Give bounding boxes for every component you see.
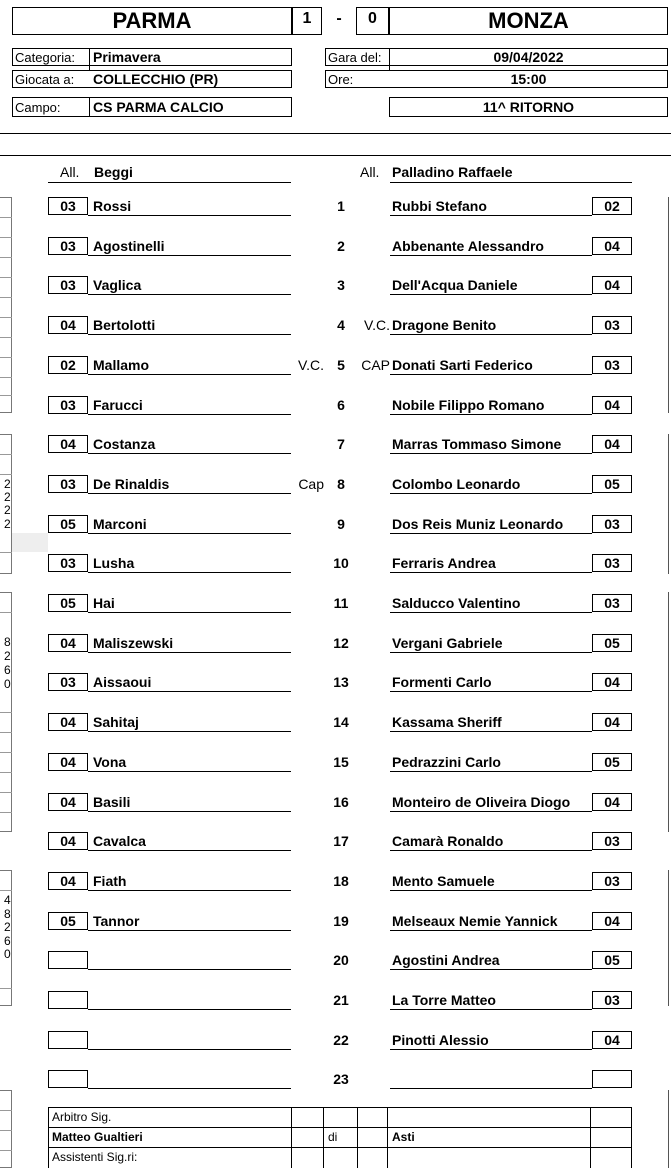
away-player-number: 05	[592, 753, 632, 771]
shirt-number: 19	[333, 913, 349, 929]
home-player-number: 04	[48, 713, 88, 731]
shirt-number: 13	[333, 674, 349, 690]
away-player-name: La Torre Matteo	[392, 992, 496, 1008]
shirt-number: 23	[333, 1071, 349, 1087]
home-coach-label: All.	[60, 164, 80, 180]
away-player-role: CAP	[361, 357, 390, 373]
side-number: 6	[4, 934, 11, 948]
ore-label: Ore:	[328, 72, 354, 87]
away-player-number: 04	[592, 396, 632, 414]
home-player-number: 05	[48, 594, 88, 612]
away-player-number: 04	[592, 912, 632, 930]
home-player-name: Bertolotti	[93, 317, 156, 333]
away-player-number: 05	[592, 951, 632, 969]
gara-value: 09/04/2022	[493, 49, 564, 65]
home-coach-name: Beggi	[94, 164, 133, 180]
home-player-number	[48, 1031, 88, 1049]
home-player-number: 05	[48, 515, 88, 533]
away-coach-label: All.	[360, 164, 380, 180]
shirt-number: 16	[333, 794, 349, 810]
home-player-name: Aissaoui	[93, 674, 152, 690]
away-player-number: 04	[592, 673, 632, 691]
home-player-number: 04	[48, 435, 88, 453]
away-player-name: Agostini Andrea	[392, 952, 500, 968]
categoria-value: Primavera	[93, 49, 161, 65]
home-player-number: 03	[48, 276, 88, 294]
side-number: 4	[4, 893, 11, 907]
side-number: 2	[4, 649, 11, 663]
campo-value: CS PARMA CALCIO	[93, 99, 224, 115]
away-player-number: 04	[592, 435, 632, 453]
away-player-number: 04	[592, 276, 632, 294]
giornata-value: 11^ RITORNO	[482, 99, 575, 115]
away-player-number: 05	[592, 634, 632, 652]
away-player-number: 03	[592, 515, 632, 533]
away-player-name: Donati Sarti Federico	[392, 357, 533, 373]
separator-line	[0, 133, 671, 134]
home-player-name: Costanza	[93, 436, 156, 452]
away-player-role: V.C.	[364, 317, 390, 333]
away-player-number: 04	[592, 713, 632, 731]
home-player-name: Rossi	[93, 198, 132, 214]
away-coach-name: Palladino Raffaele	[392, 164, 513, 180]
home-player-number: 02	[48, 356, 88, 374]
shirt-number: 1	[337, 198, 345, 214]
gara-label: Gara del:	[328, 50, 382, 65]
ore-value: 15:00	[510, 71, 547, 87]
di-label: di	[328, 1130, 338, 1144]
home-player-role: V.C.	[298, 357, 324, 373]
side-number: 0	[4, 677, 11, 691]
away-player-name: Vergani Gabriele	[392, 635, 503, 651]
home-player-number: 04	[48, 753, 88, 771]
assistenti-label: Assistenti Sig.ri:	[52, 1150, 138, 1164]
side-number: 2	[4, 490, 11, 504]
score-dash: -	[336, 10, 342, 27]
away-player-number: 04	[592, 793, 632, 811]
away-player-name: Pinotti Alessio	[392, 1032, 489, 1048]
away-player-number: 03	[592, 594, 632, 612]
giocata-value: COLLECCHIO (PR)	[93, 71, 219, 87]
side-number: 2	[4, 920, 11, 934]
away-player-name: Monteiro de Oliveira Diogo	[392, 794, 571, 810]
away-player-name: Dell'Acqua Daniele	[392, 277, 518, 293]
home-player-number: 04	[48, 832, 88, 850]
side-number: 2	[4, 477, 11, 491]
shirt-number: 8	[337, 476, 345, 492]
home-player-number: 04	[48, 872, 88, 890]
home-player-number: 03	[48, 673, 88, 691]
away-player-number: 03	[592, 356, 632, 374]
side-number: 2	[4, 503, 11, 517]
shirt-number: 4	[337, 317, 345, 333]
home-player-name: Tannor	[93, 913, 140, 929]
arbitro-name: Matteo Gualtieri	[52, 1130, 143, 1144]
shirt-number: 7	[337, 436, 345, 452]
giocata-label: Giocata a:	[15, 72, 75, 87]
shirt-number: 18	[333, 873, 349, 889]
away-player-name: Melseaux Nemie Yannick	[392, 913, 558, 929]
away-player-number: 03	[592, 832, 632, 850]
side-number: 2	[4, 517, 11, 531]
away-player-name: Colombo Leonardo	[392, 476, 521, 492]
away-team-name: MONZA	[488, 8, 569, 33]
away-player-name: Dos Reis Muniz Leonardo	[392, 516, 564, 532]
home-player-name: Marconi	[93, 516, 147, 532]
away-score: 0	[368, 10, 377, 27]
home-score: 1	[302, 10, 312, 27]
home-player-name: Maliszewski	[93, 635, 174, 651]
away-player-number	[592, 1070, 632, 1088]
away-player-name: Nobile Filippo Romano	[392, 397, 545, 413]
home-player-name: De Rinaldis	[93, 476, 170, 492]
home-player-number: 03	[48, 554, 88, 572]
shirt-number: 11	[333, 595, 349, 611]
shirt-number: 12	[333, 635, 349, 651]
separator-line	[0, 155, 671, 156]
home-player-name: Vona	[93, 754, 127, 770]
shirt-number: 17	[333, 833, 349, 849]
home-player-name: Vaglica	[93, 277, 142, 293]
home-player-name: Farucci	[93, 397, 143, 413]
shirt-number: 5	[337, 357, 345, 373]
campo-label: Campo:	[15, 100, 61, 115]
home-player-name: Lusha	[93, 555, 135, 571]
home-player-number: 04	[48, 316, 88, 334]
categoria-label: Categoria:	[15, 50, 75, 65]
away-player-name: Salducco Valentino	[392, 595, 521, 611]
home-player-name: Fiath	[93, 873, 127, 889]
away-player-number: 03	[592, 872, 632, 890]
home-player-name: Hai	[93, 595, 115, 611]
home-player-number	[48, 991, 88, 1009]
shirt-number: 20	[333, 952, 349, 968]
home-player-name: Mallamo	[93, 357, 150, 373]
home-player-number: 03	[48, 197, 88, 215]
away-player-name: Marras Tommaso Simone	[392, 436, 562, 452]
shirt-number: 22	[333, 1032, 349, 1048]
side-number: 0	[4, 947, 11, 961]
away-player-name: Rubbi Stefano	[392, 198, 487, 214]
shirt-number: 21	[333, 992, 349, 1008]
home-player-number: 03	[48, 237, 88, 255]
shirt-number: 10	[333, 555, 349, 571]
away-player-name: Camarà Ronaldo	[392, 833, 504, 849]
home-player-number	[48, 951, 88, 969]
shirt-number: 14	[333, 714, 349, 730]
home-player-number: 04	[48, 793, 88, 811]
home-player-number: 05	[48, 912, 88, 930]
away-player-name: Mento Samuele	[392, 873, 495, 889]
away-player-number: 02	[592, 197, 632, 215]
away-player-name: Formenti Carlo	[392, 674, 492, 690]
away-player-name: Pedrazzini Carlo	[392, 754, 501, 770]
away-player-number: 03	[592, 316, 632, 334]
away-player-number: 03	[592, 991, 632, 1009]
shirt-number: 2	[337, 238, 345, 254]
home-player-name: Basili	[93, 794, 131, 810]
away-player-name: Dragone Benito	[392, 317, 497, 333]
home-player-number: 04	[48, 634, 88, 652]
side-number: 8	[4, 635, 11, 649]
side-number: 8	[4, 907, 11, 921]
shirt-number: 9	[337, 516, 345, 532]
arbitro-city: Asti	[392, 1130, 415, 1144]
away-player-number: 03	[592, 554, 632, 572]
home-player-name: Sahitaj	[93, 714, 139, 730]
away-player-number: 05	[592, 475, 632, 493]
home-player-number: 03	[48, 475, 88, 493]
away-player-name: Abbenante Alessandro	[392, 238, 544, 254]
away-player-number: 04	[592, 237, 632, 255]
side-number: 6	[4, 663, 11, 677]
shirt-number: 6	[337, 397, 345, 413]
home-player-name: Cavalca	[93, 833, 146, 849]
home-player-role: Cap	[298, 476, 324, 492]
arbitro-label: Arbitro Sig.	[52, 1110, 112, 1124]
away-player-name: Kassama Sheriff	[392, 714, 502, 730]
shirt-number: 3	[337, 277, 345, 293]
home-player-number: 03	[48, 396, 88, 414]
home-player-number	[48, 1070, 88, 1088]
home-player-name: Agostinelli	[93, 238, 165, 254]
away-player-name: Ferraris Andrea	[392, 555, 496, 571]
away-player-number: 04	[592, 1031, 632, 1049]
shirt-number: 15	[333, 754, 349, 770]
home-team-name: PARMA	[112, 8, 192, 33]
